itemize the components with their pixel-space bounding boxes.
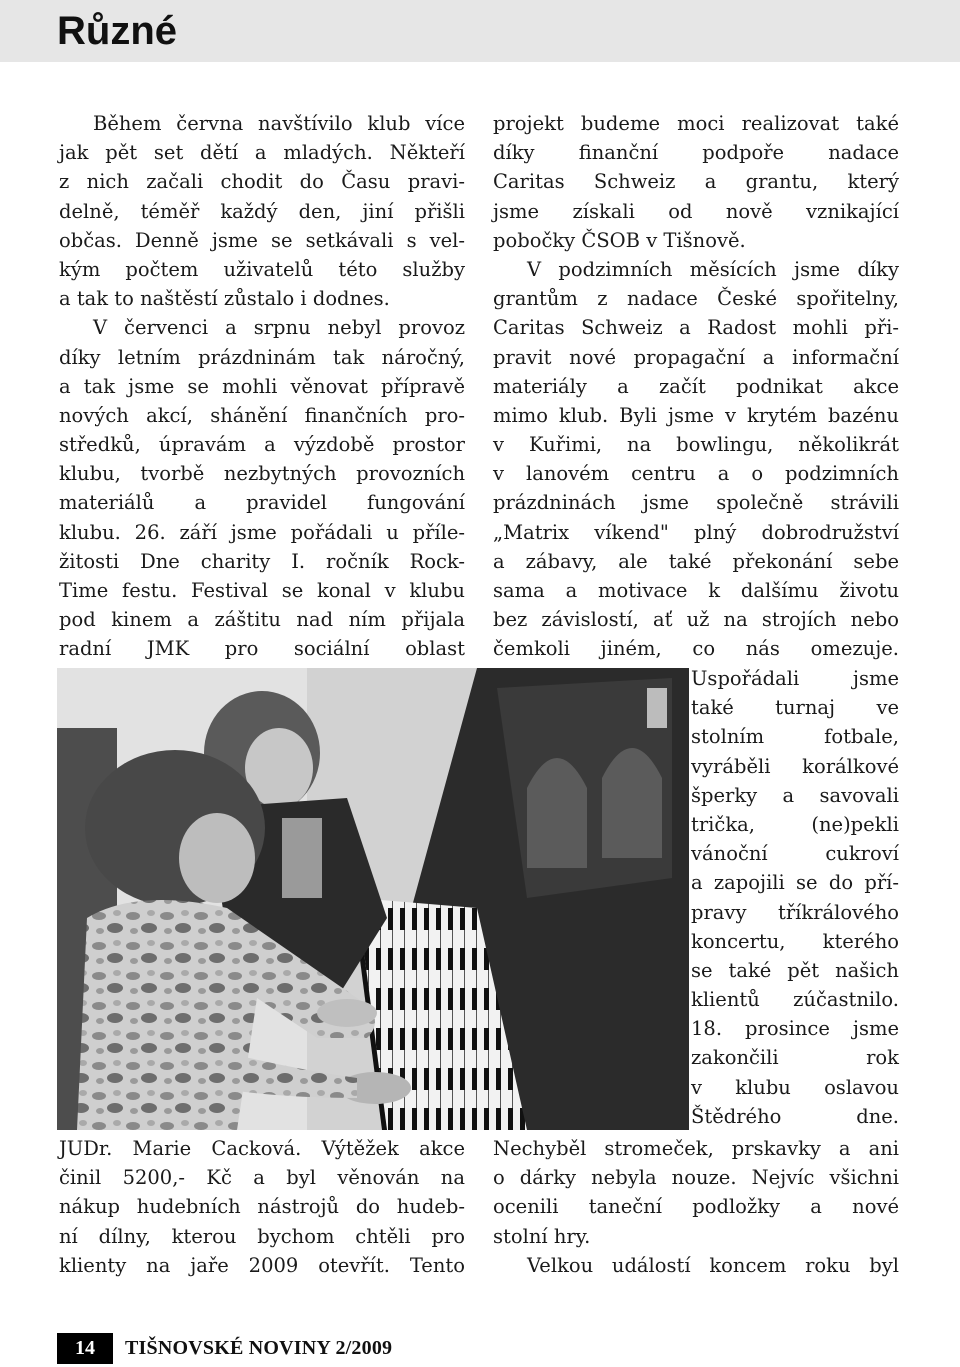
- text-line: čemkoli jiném, co nás omezuje.: [493, 637, 899, 661]
- text-line: pod kinem a záštitu nad ním přijala: [59, 608, 465, 632]
- text-line: bez závislostí, ať už na strojích nebo: [493, 608, 899, 632]
- text-line: Caritas Schweiz a grantu, který: [493, 170, 899, 194]
- text-line: V podzimních měsících jsme díky: [527, 257, 899, 281]
- text-line: a tak jsme se mohli věnovat přípravě: [59, 374, 465, 398]
- publication-name: TIŠNOVSKÉ NOVINY 2/2009: [125, 1337, 393, 1359]
- text-line: klienty na jaře 2009 otevřít. Tento: [59, 1253, 465, 1277]
- text-line: Štědrého dne.: [691, 1104, 899, 1128]
- text-line: koncertu, kterého: [691, 929, 899, 953]
- section-title: Různé: [57, 9, 177, 53]
- text-line: 18. prosince jsme: [691, 1017, 899, 1041]
- text-line: kým počtem uživatelů této služby: [59, 257, 465, 281]
- text-line: V červenci a srpnu nebyl provoz: [93, 316, 465, 340]
- text-line: středků, úpravám a výzdobě prostor: [59, 433, 465, 457]
- text-line: materiály a začít podnikat akce: [493, 374, 899, 398]
- text-line: v Kuřimi, na bowlingu, několikrát: [493, 433, 899, 457]
- text-line: radní JMK pro sociální oblast: [59, 637, 465, 661]
- text-line: a tak to naštěstí zůstalo i dodnes.: [59, 287, 390, 311]
- article-right-column-bottom: [493, 1134, 899, 1280]
- article-left-column-bottom: [59, 1134, 465, 1280]
- text-line: také turnaj ve: [691, 696, 899, 720]
- text-line: občas. Denně jsme se setkávali s vel-: [59, 228, 465, 252]
- text-line: pravy tříkrálového: [691, 900, 899, 924]
- text-line: v klubu oslavou: [691, 1075, 899, 1099]
- text-line: pravit nové propagační a informační: [493, 345, 899, 369]
- text-line: stolním fotbale,: [691, 725, 899, 749]
- text-line: Time festu. Festival se konal v klubu: [59, 579, 465, 602]
- text-line: nových akcí, shánění finančních pro-: [59, 403, 465, 427]
- text-line: díky letním prázdninám tak náročný,: [59, 345, 465, 369]
- text-line: ocenili taneční podložky a nové: [493, 1195, 899, 1219]
- page-number: 14: [57, 1333, 113, 1364]
- text-line: zakončili rok: [691, 1046, 899, 1070]
- text-line: vánoční cukroví: [691, 842, 899, 866]
- text-line: stolní hry.: [493, 1224, 591, 1248]
- text-line: klubu. 26. září jsme pořádali u příle-: [59, 520, 465, 544]
- text-line: jsme získali od nově vznikající: [493, 199, 899, 223]
- text-line: trička, (ne)pekli: [691, 812, 899, 836]
- text-line: Během června navštívilo klub více: [93, 112, 465, 135]
- text-line: a zábavy, ale také překonání sebe: [493, 549, 899, 573]
- text-line: Nechyběl stromeček, prskavky a ani: [493, 1137, 899, 1160]
- text-line: mimo klub. Byli jsme v krytém bazénu: [493, 403, 899, 427]
- text-line: projekt budeme moci realizovat také: [493, 112, 899, 135]
- text-line: ní dílny, kterou bychom chtěli pro: [59, 1224, 465, 1248]
- article-photo: [57, 668, 689, 1130]
- text-line: materiálů a pravidel fungování: [59, 491, 465, 515]
- text-line: grantům z nadace České spořitelny,: [493, 287, 899, 311]
- text-line: a zapojili se do pří-: [691, 871, 899, 895]
- text-line: nákup hudebních nástrojů do hudeb-: [59, 1195, 465, 1219]
- text-line: delně, téměř každý den, jiní přišli: [59, 199, 465, 223]
- text-line: Caritas Schweiz a Radost mohli při-: [493, 316, 899, 340]
- text-line: v lanovém centru a o podzimních: [493, 462, 899, 486]
- text-line: šperky a savovali: [691, 783, 899, 807]
- article-left-column: [59, 109, 465, 664]
- text-line: se také pět našich: [691, 958, 899, 982]
- text-line: prázdninách jsme společně strávili: [493, 491, 899, 515]
- text-line: klientů zúčastnilo.: [691, 988, 899, 1012]
- text-line: „Matrix víkend" plný dobrodružství: [493, 520, 899, 544]
- article-right-column: [493, 109, 899, 664]
- article-right-narrow-column: [691, 664, 899, 1131]
- text-line: sama a motivace k dalšímu životu: [493, 579, 899, 602]
- text-line: vyráběli korálkové: [691, 754, 899, 778]
- text-line: činil 5200,- Kč a byl věnován na: [59, 1166, 465, 1190]
- text-line: díky finanční podpoře nadace: [493, 141, 899, 165]
- text-line: pobočky ČSOB v Tišnově.: [493, 228, 746, 252]
- text-line: klubu, tvorbě nezbytných provozních: [59, 462, 465, 486]
- text-line: JUDr. Marie Cacková. Výtěžek akce: [59, 1137, 465, 1160]
- text-line: žitosti Dne charity I. ročník Rock-: [59, 549, 465, 573]
- children-at-piano-photo: [57, 668, 689, 1130]
- text-line: jak pět set dětí a mladých. Někteří: [59, 141, 465, 165]
- text-line: Uspořádali jsme: [691, 667, 899, 690]
- text-line: o dárky nebyla nouze. Nejvíc všichni: [493, 1166, 899, 1190]
- text-line: z nich začali chodit do Času pravi-: [59, 170, 465, 194]
- text-line: Velkou událostí koncem roku byl: [527, 1253, 899, 1277]
